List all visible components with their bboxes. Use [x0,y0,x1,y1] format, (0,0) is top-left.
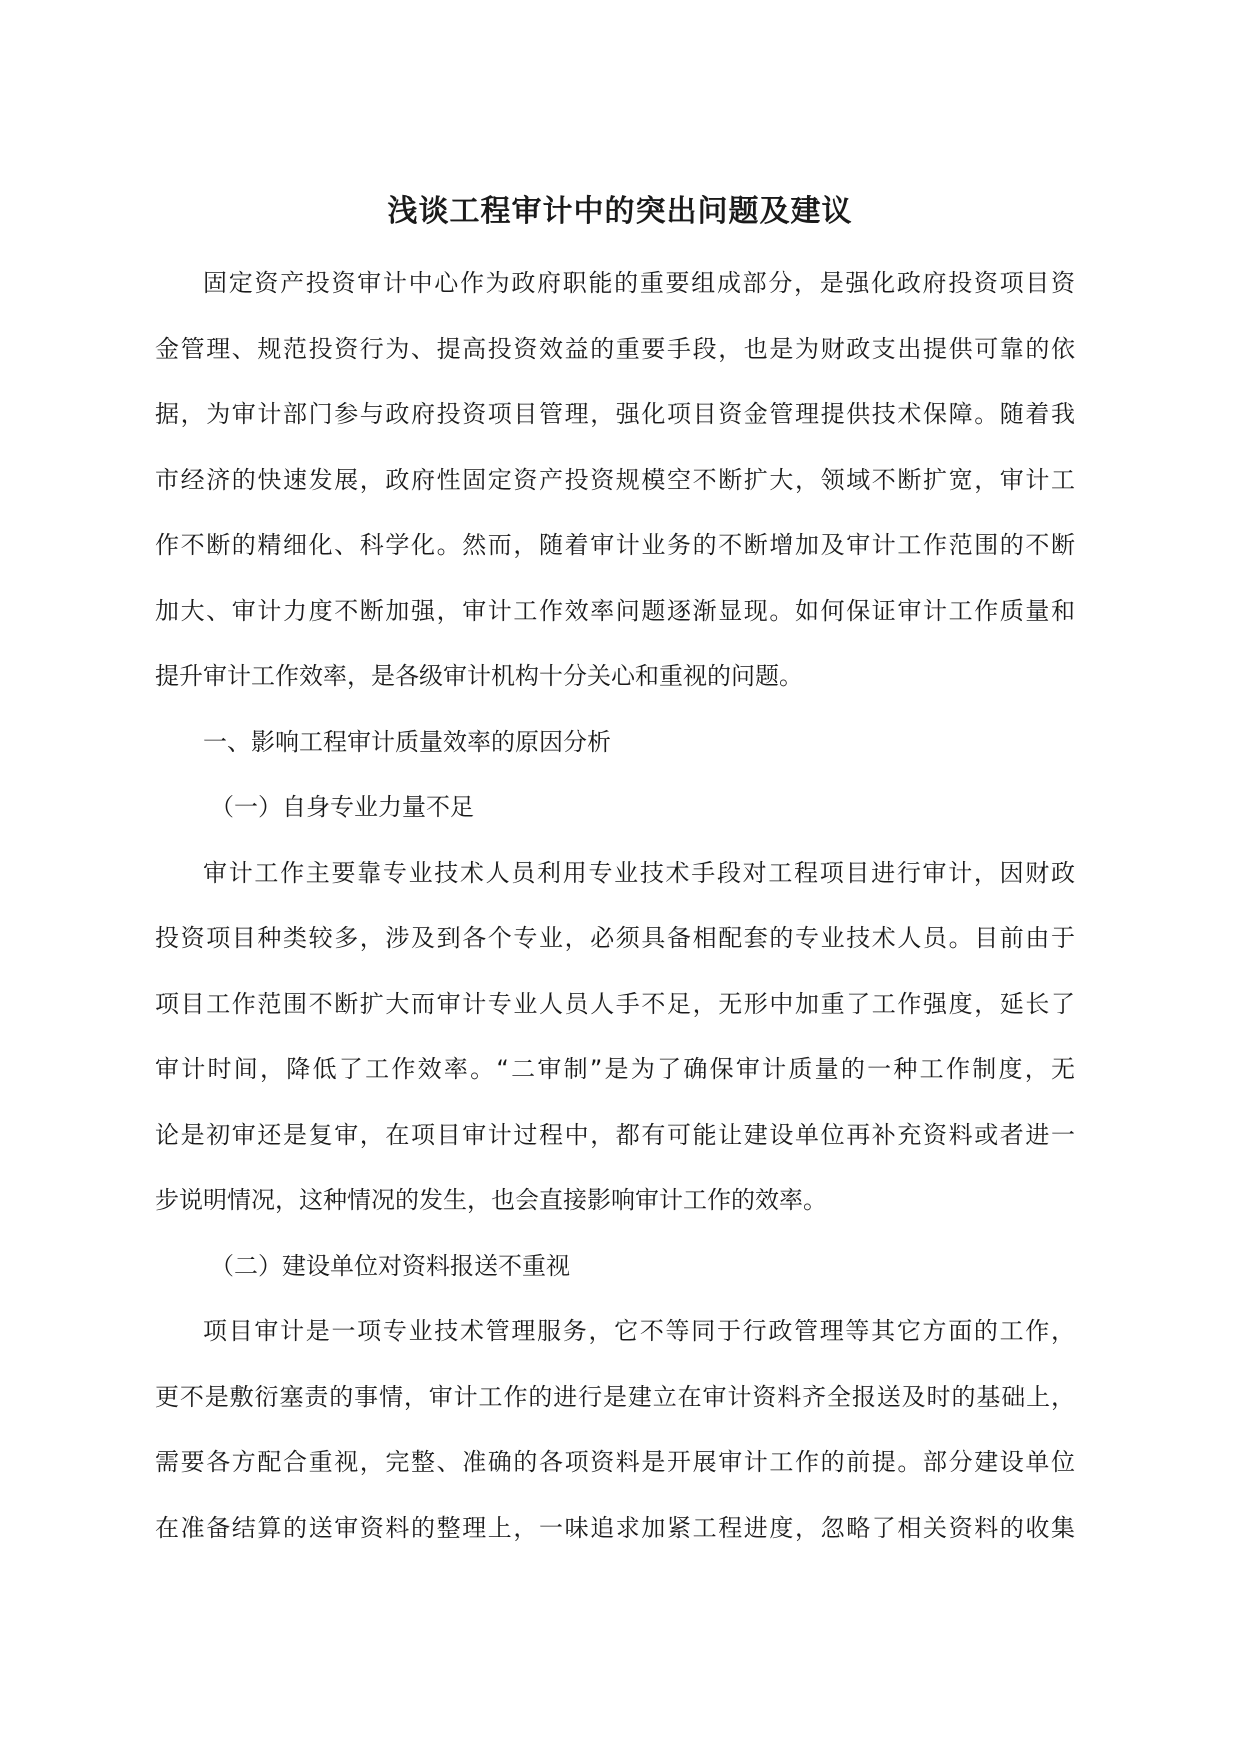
subsection-heading: （一）自身专业力量不足 [210,793,474,821]
paragraph-line: 审计时间，降低了工作效率。“二审制”是为了确保审计质量的一种工作制度，无 [155,1055,1075,1083]
paragraph-line: 论是初审还是复审，在项目审计过程中，都有可能让建设单位再补充资料或者进一 [155,1120,1075,1149]
paragraph-line: 投资项目种类较多，涉及到各个专业，必须具备相配套的专业技术人员。目前由于 [155,924,1075,952]
paragraph-line: 需要各方配合重视，完整、准确的各项资料是开展审计工作的前提。部分建设单位 [155,1448,1075,1476]
paragraph-line: 加大、审计力度不断加强，审计工作效率问题逐渐显现。如何保证审计工作质量和 [155,596,1075,625]
document-body [155,258,1075,1568]
paragraph-line: 审计工作主要靠专业技术人员利用专业技术手段对工程项目进行审计，因财政 [203,858,1075,887]
paragraph-line: 在准备结算的送审资料的整理上，一味追求加紧工程进度，忽略了相关资料的收集 [155,1513,1075,1542]
paragraph-line: 作不断的精细化、科学化。然而，随着审计业务的不断增加及审计工作范围的不断 [155,531,1075,559]
paragraph-line: 项目审计是一项专业技术管理服务，它不等同于行政管理等其它方面的工作， [203,1317,1075,1345]
paragraph-line: 提升审计工作效率，是各级审计机构十分关心和重视的问题。 [155,662,803,690]
paragraph-line: 市经济的快速发展，政府性固定资产投资规模空不断扩大，领域不断扩宽，审计工 [155,465,1075,494]
document-title: 浅谈工程审计中的突出问题及建议 [387,194,853,229]
section-heading: 一、影响工程审计质量效率的原因分析 [203,727,611,756]
paragraph-line: 更不是敷衍塞责的事情，审计工作的进行是建立在审计资料齐全报送及时的基础上， [155,1382,1075,1411]
paragraph-line: 金管理、规范投资行为、提高投资效益的重要手段，也是为财政支出提供可靠的依 [155,334,1075,363]
subsection-heading: （二）建设单位对资料报送不重视 [210,1251,570,1280]
paragraph-line: 固定资产投资审计中心作为政府职能的重要组成部分，是强化政府投资项目资 [203,269,1075,297]
paragraph-line: 据，为审计部门参与政府投资项目管理，强化项目资金管理提供技术保障。随着我 [155,400,1075,428]
paragraph-line: 项目工作范围不断扩大而审计专业人员人手不足，无形中加重了工作强度，延长了 [155,989,1075,1018]
paragraph-line: 步说明情况，这种情况的发生，也会直接影响审计工作的效率。 [155,1186,827,1214]
